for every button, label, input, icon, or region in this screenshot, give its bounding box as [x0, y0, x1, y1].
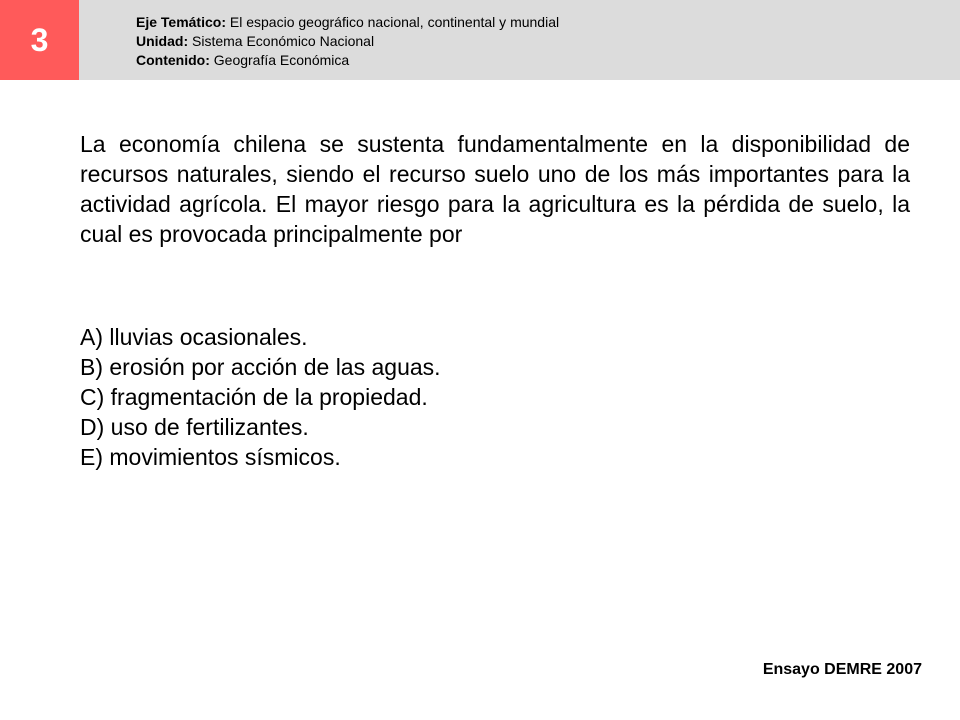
question-number: 3: [30, 21, 49, 58]
unidad-label: Unidad:: [136, 33, 189, 49]
eje-line: [136, 13, 559, 32]
contenido-label: Contenido:: [136, 52, 210, 68]
header-band: [0, 0, 960, 80]
option-e: E) movimientos sísmicos.: [80, 444, 341, 470]
option-c: C) fragmentación de la propiedad.: [80, 384, 428, 410]
unidad-value: Sistema Económico Nacional: [188, 33, 375, 49]
eje-label: Eje Temático:: [136, 14, 226, 30]
option-d: D) uso de fertilizantes.: [80, 414, 309, 440]
contenido-value: Geografía Económica: [209, 52, 350, 68]
option-a: A) lluvias ocasionales.: [80, 324, 308, 350]
answer-options: [80, 322, 441, 472]
source-label: Ensayo DEMRE 2007: [762, 661, 922, 678]
contenido-line: [136, 51, 559, 70]
topic-info: [136, 13, 559, 70]
option-b: B) erosión por acción de las aguas.: [80, 354, 441, 380]
question-number-badge: [0, 0, 79, 80]
eje-value: El espacio geográfico nacional, continental y mundial: [226, 14, 560, 30]
unidad-line: [136, 32, 559, 51]
question-text: La economía chilena se sustenta fundamentalmente en la disponibilidad de recursos naturales, siendo el recurso suelo uno de los más importantes para la actividad agrícola. El mayor riesgo para la agricultura es la pérdida de suelo, la cual es provocada principalmente por: [80, 131, 910, 247]
